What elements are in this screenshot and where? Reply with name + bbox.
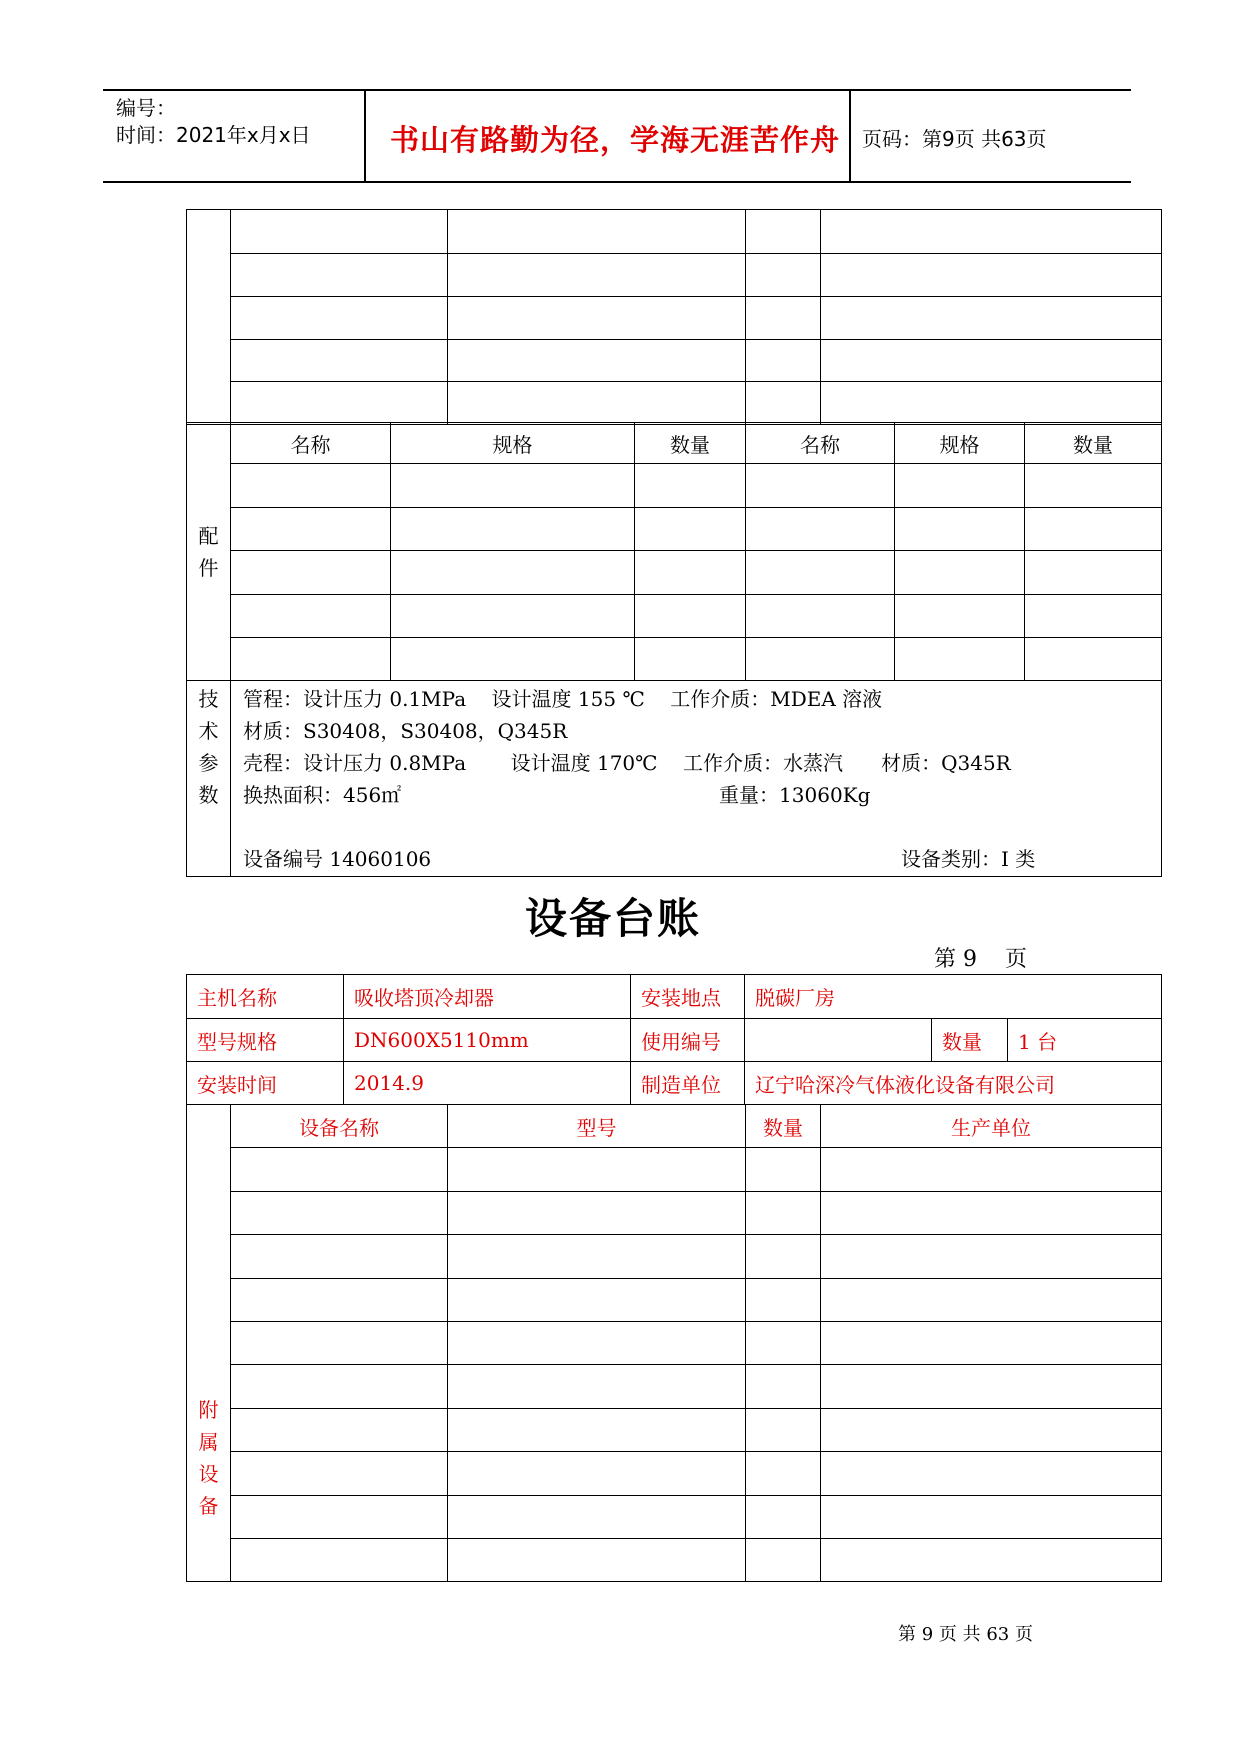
attached-header-model: 型号 [448,1105,746,1148]
tech-content-cell [231,681,1162,877]
header-time-label: 时间：2021年x月x日 [116,123,311,147]
model-label: 型号规格 [187,1019,344,1062]
install-time-value: 2014.9 [344,1062,631,1105]
upper-blank-table [186,209,1162,425]
header-number-label: 编号： [116,96,176,120]
attached-header-name: 设备名称 [231,1105,448,1148]
accessories-label: 配件 [198,523,219,580]
tech-label: 技术参数 [198,687,219,807]
tech-line-2: 材质：S30408，S30408，Q345R [243,719,568,743]
maker-label: 制造单位 [631,1062,745,1105]
attached-header-maker: 生产单位 [821,1105,1162,1148]
main-name-label: 主机名称 [187,975,344,1019]
install-time-label: 安装时间 [187,1062,344,1105]
header-page-label: 页码：第9页 共63页 [862,127,1047,151]
header-divider-right [849,89,851,182]
accessories-header-name-2: 名称 [746,423,895,464]
accessories-header-spec-1: 规格 [391,423,635,464]
accessories-header-name-1: 名称 [231,423,391,464]
accessories-header-qty-1: 数量 [635,423,746,464]
header-divider-left [364,89,366,182]
header-motto: 书山有路勤为径，学海无涯苦作舟 [390,123,841,157]
quantity-label: 数量 [932,1019,1008,1062]
accessories-table [186,422,1162,681]
attached-label: 附属设备 [198,1398,219,1518]
equipment-class: 设备类别：I 类 [901,847,1036,871]
ledger-info-table [186,974,1162,1105]
accessories-label-cell [187,423,231,681]
install-place-value: 脱碳厂房 [745,975,1162,1019]
header-top-rule [103,89,1131,91]
tech-line-3: 壳程：设计压力 0.8MPa 设计温度 170℃ 工作介质：水蒸汽 材质：Q345R [243,751,1011,775]
equipment-number: 设备编号 14060106 [243,847,432,871]
use-number-label: 使用编号 [631,1019,745,1062]
ledger-title: 设备台账 [525,894,702,943]
main-name-value: 吸收塔顶冷却器 [344,975,631,1019]
tech-params-table [186,680,1162,877]
accessories-header-spec-2: 规格 [895,423,1025,464]
footer-page-text: 第 9 页 共 63 页 [898,1624,1033,1645]
attached-label-cell [187,1105,231,1582]
tech-label-cell [187,681,231,877]
tech-line-1: 管程：设计压力 0.1MPa 设计温度 155 ℃ 工作介质：MDEA 溶液 [243,687,883,711]
ledger-page-number: 第 9 页 [934,947,1027,972]
accessories-header-qty-2: 数量 [1025,423,1162,464]
tech-line-4: 换热面积：456㎡ 重量：13060Kg [243,783,871,807]
use-number-value [745,1019,932,1062]
install-place-label: 安装地点 [631,975,745,1019]
model-value: DN600X5110mm [344,1019,631,1062]
attached-equipment-table [186,1104,1162,1582]
quantity-value: 1 台 [1008,1019,1162,1062]
header-bottom-rule [103,181,1131,183]
maker-value: 辽宁哈深冷气体液化设备有限公司 [745,1062,1162,1105]
attached-header-qty: 数量 [746,1105,821,1148]
upper-blank-label-cell [187,210,231,425]
